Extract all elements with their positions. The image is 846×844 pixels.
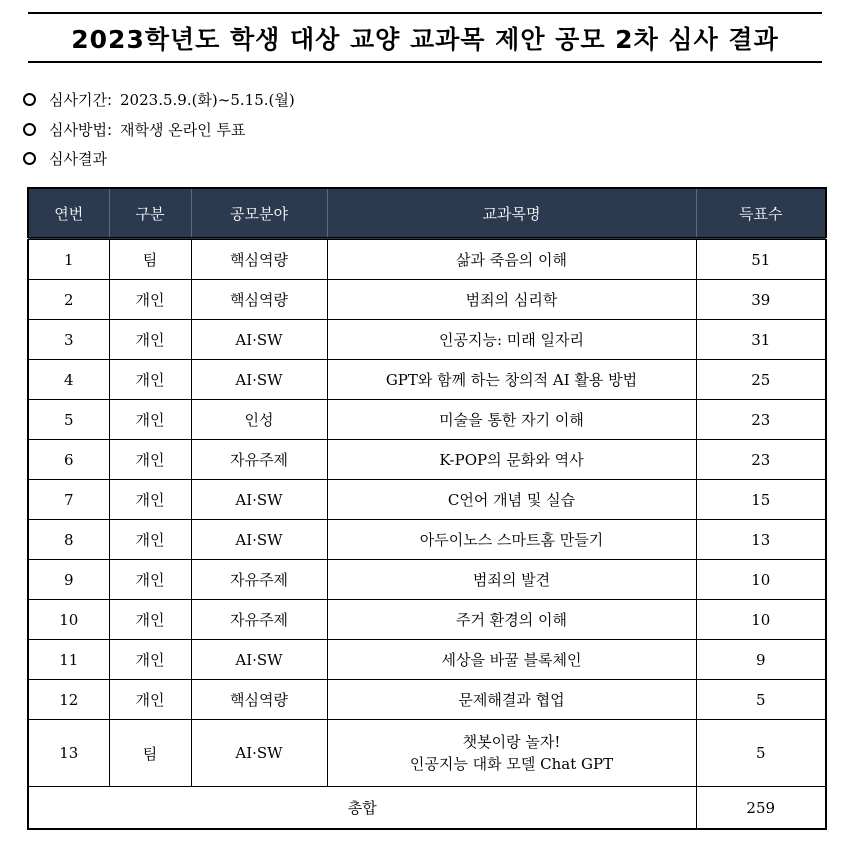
table-row: [28, 680, 826, 720]
cell-votes: 23: [696, 440, 826, 480]
cell-type: 개인: [109, 280, 191, 320]
cell-course: 문제해결과 협업: [327, 680, 696, 720]
cell-no: 1: [28, 239, 109, 280]
table-row: [28, 600, 826, 640]
cell-field: 핵심역량: [191, 280, 327, 320]
cell-votes: 23: [696, 400, 826, 440]
cell-type: 개인: [109, 360, 191, 400]
table-row: [28, 640, 826, 680]
cell-type: 개인: [109, 400, 191, 440]
cell-type: 개인: [109, 560, 191, 600]
cell-no: 8: [28, 520, 109, 560]
cell-course: GPT와 함께 하는 창의적 AI 활용 방법: [327, 360, 696, 400]
table-row: [28, 239, 826, 280]
cell-votes: 25: [696, 360, 826, 400]
course-line-2: 인공지능 대화 모델 Chat GPT: [409, 755, 614, 773]
title-box: [28, 12, 822, 63]
cell-no: 10: [28, 600, 109, 640]
info-period: [23, 89, 295, 110]
circle-bullet-icon: [23, 152, 36, 165]
cell-field: AI·SW: [191, 480, 327, 520]
cell-type: 팀: [109, 720, 191, 787]
info-result: [23, 148, 107, 169]
cell-type: 개인: [109, 480, 191, 520]
cell-type: 개인: [109, 600, 191, 640]
cell-course: 범죄의 심리학: [327, 280, 696, 320]
cell-votes: 5: [696, 720, 826, 787]
cell-votes: 51: [696, 239, 826, 280]
cell-field: 핵심역량: [191, 239, 327, 280]
cell-no: 13: [28, 720, 109, 787]
cell-votes: 15: [696, 480, 826, 520]
circle-bullet-icon: [23, 93, 36, 106]
cell-type: 개인: [109, 520, 191, 560]
table-row: [28, 440, 826, 480]
cell-no: 9: [28, 560, 109, 600]
table-row: [28, 720, 826, 787]
table-row: [28, 560, 826, 600]
info-method: [23, 119, 245, 140]
cell-votes: 5: [696, 680, 826, 720]
cell-course: 삶과 죽음의 이해: [327, 239, 696, 280]
header-type: 구분: [109, 188, 191, 239]
cell-field: AI·SW: [191, 640, 327, 680]
table-header-row: [28, 188, 826, 239]
total-votes: 259: [696, 787, 826, 830]
cell-field: 자유주제: [191, 560, 327, 600]
cell-course: C언어 개념 및 실습: [327, 480, 696, 520]
cell-type: 개인: [109, 440, 191, 480]
page-title: 2023학년도 학생 대상 교양 교과목 제안 공모 2차 심사 결과: [71, 24, 779, 54]
cell-field: AI·SW: [191, 720, 327, 787]
cell-type: 개인: [109, 640, 191, 680]
cell-course: 세상을 바꿀 블록체인: [327, 640, 696, 680]
circle-bullet-icon: [23, 123, 36, 136]
cell-course: K-POP의 문화와 역사: [327, 440, 696, 480]
cell-votes: 13: [696, 520, 826, 560]
cell-course: 미술을 통한 자기 이해: [327, 400, 696, 440]
cell-no: 12: [28, 680, 109, 720]
period-label: 심사기간:: [49, 91, 113, 109]
cell-course: 범죄의 발견: [327, 560, 696, 600]
cell-no: 4: [28, 360, 109, 400]
cell-no: 5: [28, 400, 109, 440]
total-row: [28, 787, 826, 830]
total-label: 총합: [28, 787, 696, 830]
cell-votes: 10: [696, 560, 826, 600]
method-label: 심사방법:: [49, 121, 113, 139]
cell-no: 11: [28, 640, 109, 680]
period-value: 2023.5.9.(화)~5.15.(월): [120, 91, 295, 109]
cell-field: AI·SW: [191, 360, 327, 400]
course-line-1: 챗봇이랑 놀자!: [462, 733, 561, 751]
cell-field: 자유주제: [191, 440, 327, 480]
method-value: 재학생 온라인 투표: [120, 121, 246, 139]
table-row: [28, 520, 826, 560]
header-no: 연번: [28, 188, 109, 239]
header-course: 교과목명: [327, 188, 696, 239]
cell-field: AI·SW: [191, 320, 327, 360]
cell-field: 인성: [191, 400, 327, 440]
cell-field: 핵심역량: [191, 680, 327, 720]
table-row: [28, 360, 826, 400]
table-row: [28, 480, 826, 520]
cell-field: 자유주제: [191, 600, 327, 640]
results-table: [27, 187, 827, 830]
result-label: 심사결과: [49, 150, 107, 168]
cell-no: 2: [28, 280, 109, 320]
cell-type: 개인: [109, 680, 191, 720]
cell-votes: 31: [696, 320, 826, 360]
cell-votes: 39: [696, 280, 826, 320]
header-field: 공모분야: [191, 188, 327, 239]
cell-votes: 10: [696, 600, 826, 640]
cell-course: [327, 720, 696, 787]
table-row: [28, 400, 826, 440]
cell-type: 개인: [109, 320, 191, 360]
cell-course: 아두이노스 스마트홈 만들기: [327, 520, 696, 560]
table-row: [28, 320, 826, 360]
cell-no: 6: [28, 440, 109, 480]
cell-course: 주거 환경의 이해: [327, 600, 696, 640]
cell-field: AI·SW: [191, 520, 327, 560]
cell-votes: 9: [696, 640, 826, 680]
header-votes: 득표수: [696, 188, 826, 239]
cell-type: 팀: [109, 239, 191, 280]
cell-no: 3: [28, 320, 109, 360]
table-row: [28, 280, 826, 320]
cell-no: 7: [28, 480, 109, 520]
cell-course: 인공지능: 미래 일자리: [327, 320, 696, 360]
